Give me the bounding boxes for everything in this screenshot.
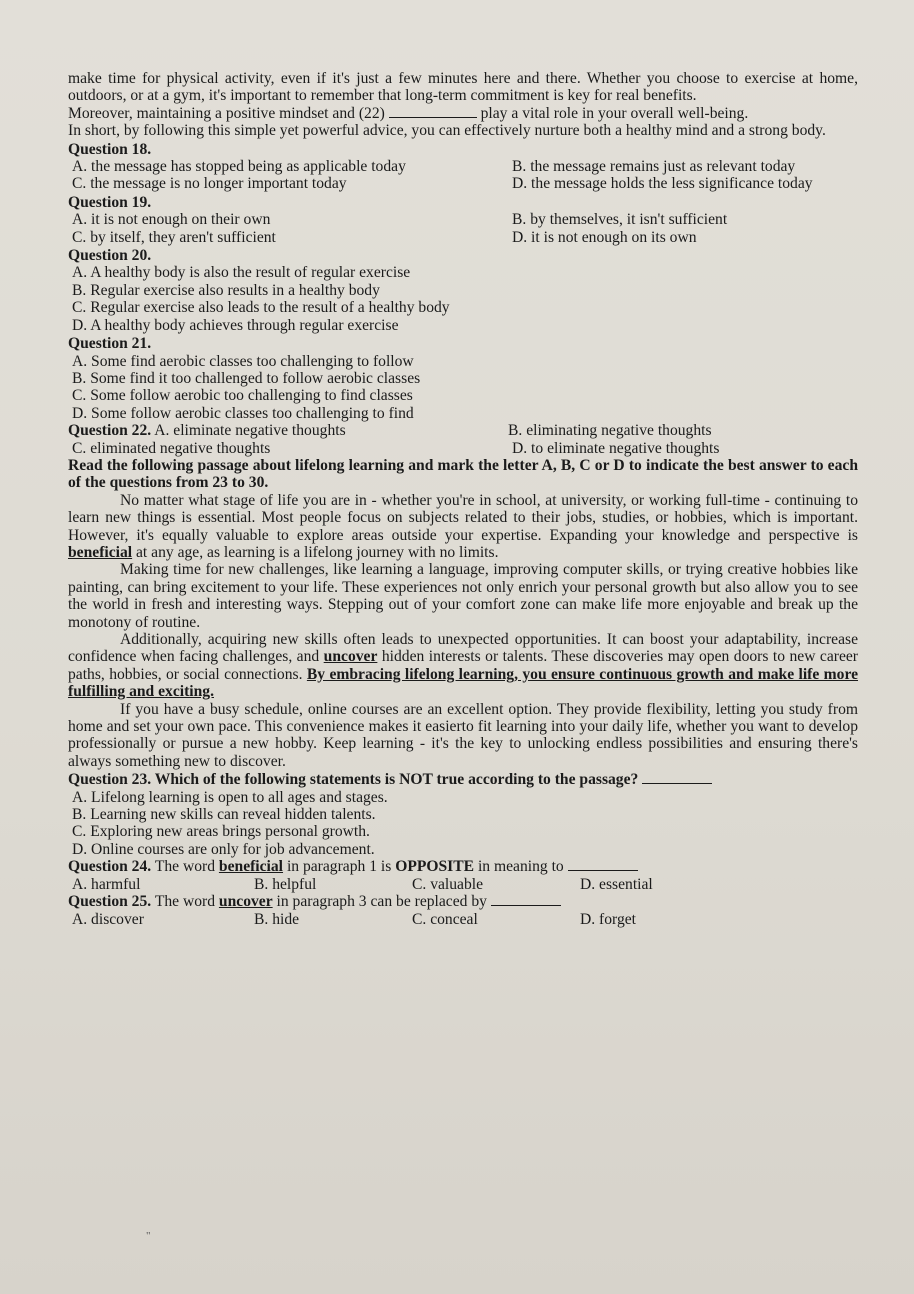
question-24-stem: [68, 858, 858, 875]
worksheet-content: [68, 70, 858, 928]
answer-blank-22[interactable]: [389, 105, 477, 118]
passage-paragraph-2: Making time for new challenges, like learning a language, improving computer skills, or trying creative hobbies like painting, can bring excitement to your life. These experiences not only enrich your personal growth but also allow you to see the world in fresh and interesting ways. Stepping out of your comfort zone can make life more enjoyable and break up the monotony of routine.: [68, 561, 858, 631]
q23-option-d[interactable]: D. Online courses are only for job advancement.: [72, 840, 375, 858]
answer-blank-25[interactable]: [491, 893, 561, 906]
q20-option-b[interactable]: B. Regular exercise also results in a healthy body: [72, 281, 380, 299]
intro-p2-start: Moreover, maintaining a positive mindset and (22): [68, 104, 385, 122]
question-23-label: [68, 771, 858, 788]
section-instruction: Read the following passage about lifelong learning and mark the letter A, B, C or D to indicate the best answer to each of the questions from 23 to 30.: [68, 456, 858, 492]
passage-p1-start: No matter what stage of life you are in - whether you're in school, at university, or working full-time - continuing to learn new things is essential. Most people focus on subjects related to their jobs, studies, or hobbies, which is important. However, it's equally valuable to explore areas outside your expertise. Expanding your knowledge and perspective is: [68, 491, 858, 544]
passage-paragraph-1: [68, 492, 858, 562]
q24-stem-bold: OPPOSITE: [395, 858, 475, 876]
question-19-row-2: [68, 229, 858, 246]
question-21-label: Question 21.: [68, 335, 152, 353]
question-22-row-2: [68, 440, 858, 457]
question-24-options: [68, 876, 858, 893]
q21-option-c[interactable]: C. Some follow aerobic too challenging to find classes: [72, 387, 413, 405]
question-18-row-2: [68, 175, 858, 192]
q18-option-a[interactable]: A. the message has stopped being as applicable today: [72, 158, 406, 176]
question-19-label: Question 19.: [68, 193, 152, 211]
question-23-stem: Question 23. Which of the following statements is NOT true according to the passage?: [68, 771, 639, 789]
passage-paragraph-4: If you have a busy schedule, online courses are an excellent option. They provide flexibility, letting you study from home and set your own pace. This convenience makes it easierto fit learning into your daily life, whether you want to develop professionally or pursue a new hobby. Keep learning - it's the key to unlocking endless possibilities and ensuring there's always something new to discover.: [68, 700, 858, 770]
q22-option-c[interactable]: C. eliminated negative thoughts: [72, 439, 271, 457]
q23-option-a[interactable]: A. Lifelong learning is open to all ages and stages.: [72, 788, 388, 806]
intro-paragraph-3: In short, by following this simple yet powerful advice, you can effectively nurture both a healthy mind and a strong body.: [68, 122, 826, 140]
q22-option-a[interactable]: A. eliminate negative thoughts: [154, 422, 346, 440]
q25-stem-b: in paragraph 3 can be replaced by: [276, 893, 487, 911]
q24-option-d[interactable]: D. essential: [580, 875, 653, 893]
question-25-label: Question 25.: [68, 893, 152, 911]
q19-option-b[interactable]: B. by themselves, it isn't sufficient: [512, 211, 728, 229]
q25-option-a[interactable]: A. discover: [72, 910, 144, 928]
q19-option-a[interactable]: A. it is not enough on their own: [72, 211, 271, 229]
question-25-stem: [68, 893, 858, 910]
q24-stem-b: in paragraph 1 is: [286, 858, 392, 876]
q18-option-c[interactable]: C. the message is no longer important today: [72, 175, 347, 193]
passage-p3-middle: hidden interests or talents. These discoveries may open doors to new career paths, hobbies, or social connections.: [68, 648, 858, 683]
answer-blank-23[interactable]: [642, 771, 712, 784]
answer-blank-24[interactable]: [568, 858, 638, 871]
q23-option-c[interactable]: C. Exploring new areas brings personal growth.: [72, 823, 370, 841]
q24-stem-a: The word: [154, 858, 216, 876]
q20-option-a[interactable]: A. A healthy body is also the result of regular exercise: [72, 264, 411, 282]
intro-paragraph-1: make time for physical activity, even if it's just a few minutes here and there. Whether you choose to exercise at home, outdoors, or at a gym, it's important to remember that long-term commitment is key for real benefits.: [68, 70, 858, 105]
q19-option-c[interactable]: C. by itself, they aren't sufficient: [72, 228, 276, 246]
q22-option-b[interactable]: B. eliminating negative thoughts: [508, 422, 712, 440]
question-18-label: Question 18.: [68, 140, 152, 158]
question-22-label: Question 22.: [68, 422, 152, 440]
q21-option-d[interactable]: D. Some follow aerobic classes too challenging to find: [72, 404, 414, 422]
q25-stem-a: The word: [154, 893, 216, 911]
q24-stem-c: in meaning to: [477, 858, 564, 876]
q18-option-b[interactable]: B. the message remains just as relevant today: [512, 158, 796, 176]
question-22-row-1: [68, 422, 858, 439]
q25-option-b[interactable]: B. hide: [254, 910, 300, 928]
q19-option-d[interactable]: D. it is not enough on its own: [512, 228, 697, 246]
q23-option-b[interactable]: B. Learning new skills can reveal hidden talents.: [72, 806, 376, 824]
q24-option-c[interactable]: C. valuable: [412, 875, 484, 893]
question-19-row-1: [68, 211, 858, 228]
question-20-label: Question 20.: [68, 247, 152, 265]
intro-paragraph-2: [68, 105, 858, 122]
q25-target-word: uncover: [218, 893, 273, 911]
q24-option-a[interactable]: A. harmful: [72, 875, 141, 893]
intro-p2-end: play a vital role in your overall well-being.: [480, 104, 749, 122]
q25-option-c[interactable]: C. conceal: [412, 910, 478, 928]
passage-word-uncover: uncover: [323, 648, 378, 666]
q24-option-b[interactable]: B. helpful: [254, 875, 317, 893]
q25-option-d[interactable]: D. forget: [580, 910, 637, 928]
passage-p3-start: Additionally, acquiring new skills often leads to unexpected opportunities. It can boost your adaptability, increase confidence when facing challenges, and: [68, 631, 858, 666]
question-22-head: [68, 422, 508, 439]
question-25-options: [68, 911, 858, 928]
passage-p3-bold-sentence: By embracing lifelong learning, you ensure continuous growth and make life more fulfilling and exciting.: [68, 665, 859, 701]
passage-p1-end: at any age, as learning is a lifelong journey with no limits.: [136, 543, 499, 561]
q22-option-d[interactable]: D. to eliminate negative thoughts: [512, 439, 720, 457]
q20-option-c[interactable]: C. Regular exercise also leads to the result of a healthy body: [72, 299, 450, 317]
stray-pen-mark: ": [146, 1230, 151, 1242]
question-18-row-1: [68, 158, 858, 175]
question-24-label: Question 24.: [68, 858, 152, 876]
q24-target-word: beneficial: [218, 858, 284, 876]
q20-option-d[interactable]: D. A healthy body achieves through regular exercise: [72, 316, 399, 334]
q18-option-d[interactable]: D. the message holds the less significance today: [512, 175, 813, 193]
q21-option-a[interactable]: A. Some find aerobic classes too challenging to follow: [72, 352, 414, 370]
q21-option-b[interactable]: B. Some find it too challenged to follow aerobic classes: [72, 369, 421, 387]
passage-paragraph-3: [68, 631, 858, 701]
passage-word-beneficial: beneficial: [68, 543, 133, 561]
